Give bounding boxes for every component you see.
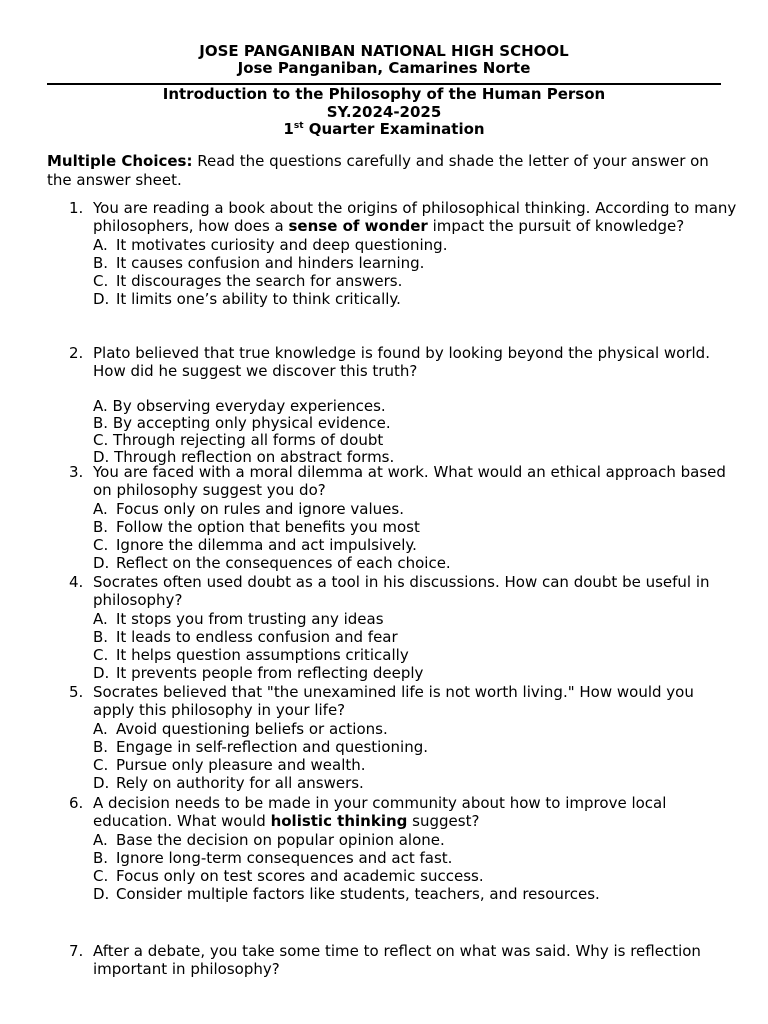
question-text-emphasis: sense of wonder — [288, 217, 428, 236]
question-text: You are faced with a moral dilemma at work. What would an ethical approach based on philosophy suggest you do? — [93, 463, 726, 500]
school-header — [0, 43, 768, 77]
option-letter: A. — [93, 235, 108, 254]
option-text: By accepting only physical evidence. — [112, 413, 391, 432]
question-1 — [47, 199, 737, 309]
question-stem — [47, 683, 737, 720]
question-number: 5. — [69, 683, 84, 701]
question-text-part: A decision needs to be made in your community about how to improve local education. What would — [93, 794, 667, 831]
question-text-emphasis: holistic thinking — [270, 812, 408, 831]
option-text: It prevents people from reflecting deeply — [116, 664, 424, 683]
option-letter: A. — [93, 396, 108, 415]
school-name: JOSE PANGANIBAN NATIONAL HIGH SCHOOL — [199, 42, 569, 60]
option-text: Ignore the dilemma and act impulsively. — [116, 536, 417, 555]
option-a — [47, 610, 737, 628]
exam-header — [0, 86, 768, 139]
option-c — [47, 432, 737, 449]
option-text: It limits one’s ability to think critically. — [116, 290, 401, 309]
exam-ordinal-suffix: st — [293, 121, 304, 131]
question-number: 1. — [69, 199, 84, 217]
school-year: SY.2024-2025 — [326, 102, 442, 121]
option-a — [47, 500, 737, 518]
option-letter: D. — [93, 885, 110, 904]
option-text: Pursue only pleasure and wealth. — [116, 756, 366, 775]
option-b — [47, 738, 737, 756]
option-text: Rely on authority for all answers. — [116, 774, 364, 793]
option-letter: C. — [93, 272, 109, 291]
question-text: After a debate, you take some time to reflect on what was said. Why is reflection important in philosophy? — [93, 942, 701, 979]
option-letter: A. — [93, 719, 108, 738]
option-letter: C. — [93, 430, 109, 449]
option-letter: C. — [93, 756, 109, 775]
option-letter: D. — [93, 447, 110, 466]
question-stem — [47, 942, 737, 979]
option-a — [47, 720, 737, 738]
option-text: Focus only on test scores and academic success. — [116, 867, 484, 886]
option-letter: B. — [93, 517, 109, 536]
option-text: It discourages the search for answers. — [116, 272, 403, 291]
question-text-part: suggest? — [407, 812, 480, 831]
option-text: Ignore long-term consequences and act fast. — [116, 848, 453, 867]
option-text: By observing everyday experiences. — [112, 396, 386, 415]
option-a — [47, 236, 737, 254]
option-letter: D. — [93, 664, 110, 683]
exam-ordinal: 1 — [283, 120, 294, 138]
instructions — [47, 152, 737, 190]
exam-title — [0, 121, 768, 139]
option-d — [47, 554, 737, 572]
question-number: 6. — [69, 794, 84, 812]
question-text-part: impact the pursuit of knowledge? — [427, 217, 685, 236]
option-text: It causes confusion and hinders learning. — [116, 253, 425, 272]
question-stem — [47, 199, 737, 236]
question-number: 3. — [69, 463, 84, 481]
option-text: Consider multiple factors like students, teachers, and resources. — [116, 885, 600, 904]
option-c — [47, 272, 737, 290]
question-text — [93, 794, 737, 831]
option-text: It motivates curiosity and deep questioning. — [116, 235, 448, 254]
instructions-text: Read the questions carefully and shade the letter of your answer on the answer sheet. — [47, 152, 709, 189]
option-letter: A. — [93, 830, 108, 849]
option-b — [47, 518, 737, 536]
option-a — [47, 398, 737, 415]
option-text: Follow the option that benefits you most — [116, 517, 420, 536]
option-c — [47, 867, 737, 885]
exam-title-rest: Quarter Examination — [303, 120, 485, 138]
option-letter: B. — [93, 627, 109, 646]
course-title: Introduction to the Philosophy of the Human Person — [162, 85, 606, 103]
option-letter: B. — [93, 848, 109, 867]
question-number: 4. — [69, 573, 84, 591]
question-text-part: You are reading a book about the origins of philosophical thinking. According to many philosophers, how does a — [93, 199, 737, 236]
option-letter: A. — [93, 609, 108, 628]
option-text: Through reflection on abstract forms. — [114, 447, 395, 466]
option-text: Avoid questioning beliefs or actions. — [116, 719, 388, 738]
option-c — [47, 756, 737, 774]
option-text: It stops you from trusting any ideas — [116, 609, 384, 628]
option-text: Focus only on rules and ignore values. — [116, 499, 404, 518]
option-text: Through rejecting all forms of doubt — [113, 430, 384, 449]
option-letter: B. — [93, 737, 109, 756]
question-number: 2. — [69, 344, 84, 362]
option-d — [47, 885, 737, 903]
option-a — [47, 831, 737, 849]
option-letter: B. — [93, 253, 109, 272]
option-letter: D. — [93, 774, 110, 793]
option-c — [47, 646, 737, 664]
question-3 — [47, 463, 737, 573]
question-5 — [47, 683, 737, 793]
option-letter: B. — [93, 413, 109, 432]
option-letter: C. — [93, 646, 109, 665]
option-text: It leads to endless confusion and fear — [116, 627, 398, 646]
option-b — [47, 254, 737, 272]
question-text — [93, 199, 737, 236]
option-b — [47, 628, 737, 646]
question-text: Socrates often used doubt as a tool in his discussions. How can doubt be useful in philosophy? — [93, 573, 710, 610]
question-6 — [47, 794, 737, 904]
option-letter: A. — [93, 499, 108, 518]
question-text: Socrates believed that "the unexamined life is not worth living." How would you apply this philosophy in your life? — [93, 683, 694, 720]
option-letter: D. — [93, 554, 110, 573]
option-b — [47, 415, 737, 432]
question-text: Plato believed that true knowledge is found by looking beyond the physical world. How did he suggest we discover this truth? — [93, 344, 710, 381]
option-letter: C. — [93, 536, 109, 555]
question-number: 7. — [69, 942, 84, 960]
school-address: Jose Panganiban, Camarines Norte — [237, 59, 531, 77]
question-stem — [47, 794, 737, 831]
option-text: Base the decision on popular opinion alone. — [116, 830, 445, 849]
question-4 — [47, 573, 737, 683]
option-d — [47, 774, 737, 792]
option-text: It helps question assumptions critically — [116, 646, 409, 665]
option-d — [47, 664, 737, 682]
option-text: Reflect on the consequences of each choice. — [116, 554, 451, 573]
option-letter: D. — [93, 290, 110, 309]
question-stem — [47, 573, 737, 610]
question-7 — [47, 942, 737, 979]
question-2 — [47, 344, 737, 466]
instructions-label: Multiple Choices: — [47, 152, 193, 170]
question-stem — [47, 344, 737, 381]
option-c — [47, 536, 737, 554]
option-d — [47, 290, 737, 308]
spacer — [47, 381, 737, 398]
option-letter: C. — [93, 867, 109, 886]
question-stem — [47, 463, 737, 500]
option-b — [47, 849, 737, 867]
option-text: Engage in self-reflection and questioning. — [116, 737, 428, 756]
